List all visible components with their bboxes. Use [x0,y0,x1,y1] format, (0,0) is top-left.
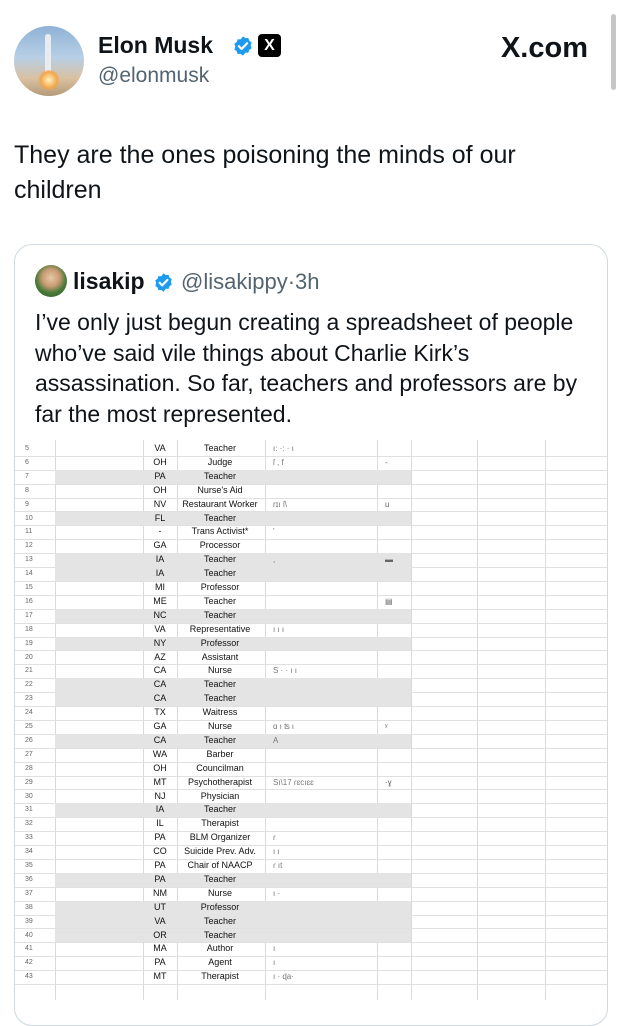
row-number: 28 [25,764,33,772]
occupation-cell: Teacher [203,873,237,884]
occupation-cell: Nurse [207,721,232,731]
redacted-cell: ı [273,958,276,968]
table-row [15,817,607,832]
redacted-cell: S · · ı ı [273,666,297,676]
state-cell: IA [155,568,165,579]
quoted-avatar[interactable] [35,265,67,297]
table-row [15,553,607,568]
state-cell: NV [153,498,167,509]
table-row [15,623,607,638]
row-number: 33 [25,834,33,842]
table-row [15,456,607,471]
author-name[interactable]: Elon Musk [98,32,214,58]
x-affiliation-icon: X [258,34,281,57]
row-number: 31 [25,806,33,814]
state-cell: GA [153,721,167,731]
occupation-cell: Therapist [201,818,239,829]
table-row [15,734,607,749]
state-cell: PA [154,860,166,870]
table-row [15,498,607,513]
occupation-cell: Nurse's Aid [197,484,243,495]
occupation-cell: Representative [189,623,251,634]
table-row [15,970,607,985]
state-cell: CO [153,846,167,857]
redacted-cell: ɾ [273,833,276,843]
occupation-cell: Teacher [203,693,237,704]
occupation-cell: Teacher [203,609,237,620]
redacted-cell: - [385,457,388,467]
occupation-cell: Processor [199,540,241,551]
row-number: 34 [25,848,33,856]
row-number: 27 [25,750,33,758]
row-number: 10 [25,514,33,522]
redacted-cell: Sı\17 ɾɛcıɛɛ [273,777,314,787]
quoted-author-handle[interactable]: @lisakippy [181,269,288,294]
row-number: 6 [25,458,29,466]
row-number: 29 [25,778,33,786]
state-cell: PA [154,470,166,481]
occupation-cell: Nurse [207,887,232,898]
state-cell: CA [153,734,167,745]
rocket-plume [38,70,60,90]
row-number: 36 [25,875,33,883]
occupation-cell: Agent [208,957,232,968]
state-cell: PA [154,832,166,843]
quoted-author-name[interactable]: lisakip [73,268,145,294]
quoted-post[interactable] [14,244,608,1026]
occupation-cell: Teacher [203,554,237,565]
state-cell: - [158,526,162,537]
redacted-cell: ı · [273,888,281,898]
row-number: 9 [25,500,29,508]
state-cell: OH [153,456,167,467]
table-row [15,581,607,596]
state-cell: VA [154,623,166,634]
state-cell: FL [154,512,166,523]
quoted-handle-line [181,269,320,295]
scrollbar[interactable] [611,14,616,90]
row-number: 5 [25,445,29,452]
table-row [15,595,607,610]
verified-badge-icon [153,272,174,293]
row-number: 24 [25,709,33,717]
state-cell: IL [156,818,164,829]
occupation-cell: Therapist [201,971,239,982]
redacted-cell: ɾ ıt [273,861,283,870]
verified-badge-icon [232,35,254,57]
table-row [15,901,607,916]
occupation-cell: Barber [206,748,234,759]
redacted-cell: ſ , f [273,457,284,467]
state-cell: NJ [154,790,166,801]
separator-dot: · [287,269,296,294]
table-row [15,790,607,805]
row-number: 13 [25,556,33,564]
state-cell: CA [153,693,167,704]
occupation-cell: Professor [200,637,240,648]
redacted-cell: ·ɣ [385,777,392,787]
occupation-cell: Restaurant Worker [182,498,258,509]
table-row [15,873,607,888]
row-number: 26 [25,736,33,744]
occupation-cell: Teacher [203,804,237,815]
row-number: 42 [25,959,33,967]
state-cell: CA [153,665,167,676]
state-cell: MI [155,582,165,592]
redacted-cell: u [385,499,390,509]
row-number: 40 [25,931,33,939]
table-row [15,915,607,930]
occupation-cell: Teacher [203,734,237,745]
table-row [15,678,607,693]
occupation-cell: Councilman [196,762,244,773]
state-cell: VA [154,915,166,926]
state-cell: OH [153,484,167,495]
redacted-cell: ı ı ı [273,624,285,634]
occupation-cell: Judge [207,456,233,467]
row-number: 14 [25,570,33,578]
occupation-cell: Nurse [207,665,232,676]
state-cell: TX [154,707,166,718]
table-row [15,956,607,971]
state-cell: UT [154,901,166,912]
state-cell: IA [155,554,165,565]
state-cell: NM [153,887,167,898]
table-row [15,776,607,791]
row-number: 22 [25,681,33,689]
occupation-cell: Suicide Prev. Adv. [184,846,256,857]
row-number: 35 [25,862,33,869]
table-row [15,525,607,540]
table-row [15,484,607,499]
occupation-cell: Teacher [203,915,237,926]
table-row [15,803,607,818]
row-number: 23 [25,695,33,703]
quoted-post-age[interactable]: 3h [295,269,320,294]
redacted-cell: ʸ [385,722,388,731]
table-row [15,651,607,666]
occupation-cell: Waitress [202,707,238,718]
row-number: 8 [25,486,29,494]
table-row [15,887,607,902]
avatar[interactable] [14,26,84,96]
table-row [15,720,607,735]
quoted-post-text: I’ve only just begun creating a spreadsheet of people who’ve said vile things about Charlie Kirk’s assassination. So far, teachers and professors are by far the most represented. [35,309,578,427]
row-number: 41 [25,945,33,953]
row-number: 17 [25,611,33,619]
redacted-cell: ▬ [385,555,393,565]
row-number: 20 [25,653,33,661]
table-row [15,762,607,777]
table-row [15,845,607,860]
row-number: 7 [25,472,29,480]
author-handle[interactable]: @elonmusk [98,64,210,87]
row-number: 18 [25,625,33,633]
state-cell: OR [153,929,167,940]
occupation-cell: Teacher [203,512,237,523]
occupation-cell: Trans Activist* [191,526,249,537]
occupation-cell: Teacher [203,679,237,690]
row-number: 16 [25,597,33,605]
row-number: 11 [25,528,33,536]
table-row [15,567,607,582]
redacted-cell: ı [273,944,276,954]
table-row [15,539,607,554]
table-row [15,442,607,457]
post-text: They are the ones poisoning the minds of our children [14,141,516,204]
redacted-cell: A [273,735,279,745]
redacted-cell: ' [273,527,275,537]
redacted-cell: rɪı ſ\ [273,499,287,509]
redacted-cell: ı · ɖa· [273,972,294,982]
occupation-cell: Teacher [203,568,237,579]
row-number: 30 [25,792,33,800]
state-cell: IA [155,804,165,815]
state-cell: GA [153,540,167,551]
state-cell: AZ [154,651,166,662]
table-row [15,831,607,846]
row-number: 25 [25,723,33,730]
state-cell: ME [153,595,167,606]
occupation-cell: BLM Organizer [189,832,251,843]
state-cell: OH [153,762,167,773]
occupation-cell: Professor [200,582,240,592]
table-row [15,470,607,485]
state-cell: NY [153,637,167,648]
row-number: 43 [25,973,33,981]
table-row [15,942,607,957]
table-row [15,929,607,944]
redacted-cell: ▤ [385,596,393,606]
occupation-cell: Assistant [201,651,239,662]
state-cell: VA [154,443,166,453]
occupation-cell: Teacher [203,595,237,606]
state-cell: MT [153,776,167,787]
state-cell: PA [154,873,166,884]
occupation-cell: Teacher [203,470,237,481]
post-header [14,26,608,98]
row-number: 12 [25,542,33,550]
occupation-cell: Author [206,943,234,954]
row-number: 38 [25,903,33,911]
table-row [15,609,607,624]
occupation-cell: Teacher [203,929,237,940]
site-logo: X.com [500,32,588,64]
redacted-cell: ı ı [273,847,280,857]
occupation-cell: Teacher [203,443,237,453]
row-number: 37 [25,889,33,897]
state-cell: MA [153,943,167,954]
state-cell: WA [152,748,168,759]
table-row [15,512,607,527]
occupation-cell: Chair of NAACP [187,860,253,870]
occupation-cell: Professor [200,901,240,912]
table-row [15,706,607,721]
table-row [15,664,607,679]
state-cell: MT [153,971,167,982]
table-row [15,637,607,652]
table-row [15,692,607,707]
row-number: 32 [25,820,33,828]
redacted-cell: ɑ ı ʦ ι [273,722,294,731]
state-cell: CA [153,679,167,690]
state-cell: PA [154,957,166,968]
row-number: 21 [25,667,33,675]
row-number: 15 [25,584,33,591]
occupation-cell: Psychotherapist [187,776,253,787]
redacted-cell: , [273,555,276,565]
table-row [15,859,607,874]
state-cell: NC [153,609,167,620]
redacted-cell: ı: ·: · ı [273,444,294,453]
row-number: 19 [25,639,33,647]
occupation-cell: Physician [200,790,240,801]
table-row [15,748,607,763]
spreadsheet-image[interactable] [15,440,607,1000]
row-number: 39 [25,917,33,925]
